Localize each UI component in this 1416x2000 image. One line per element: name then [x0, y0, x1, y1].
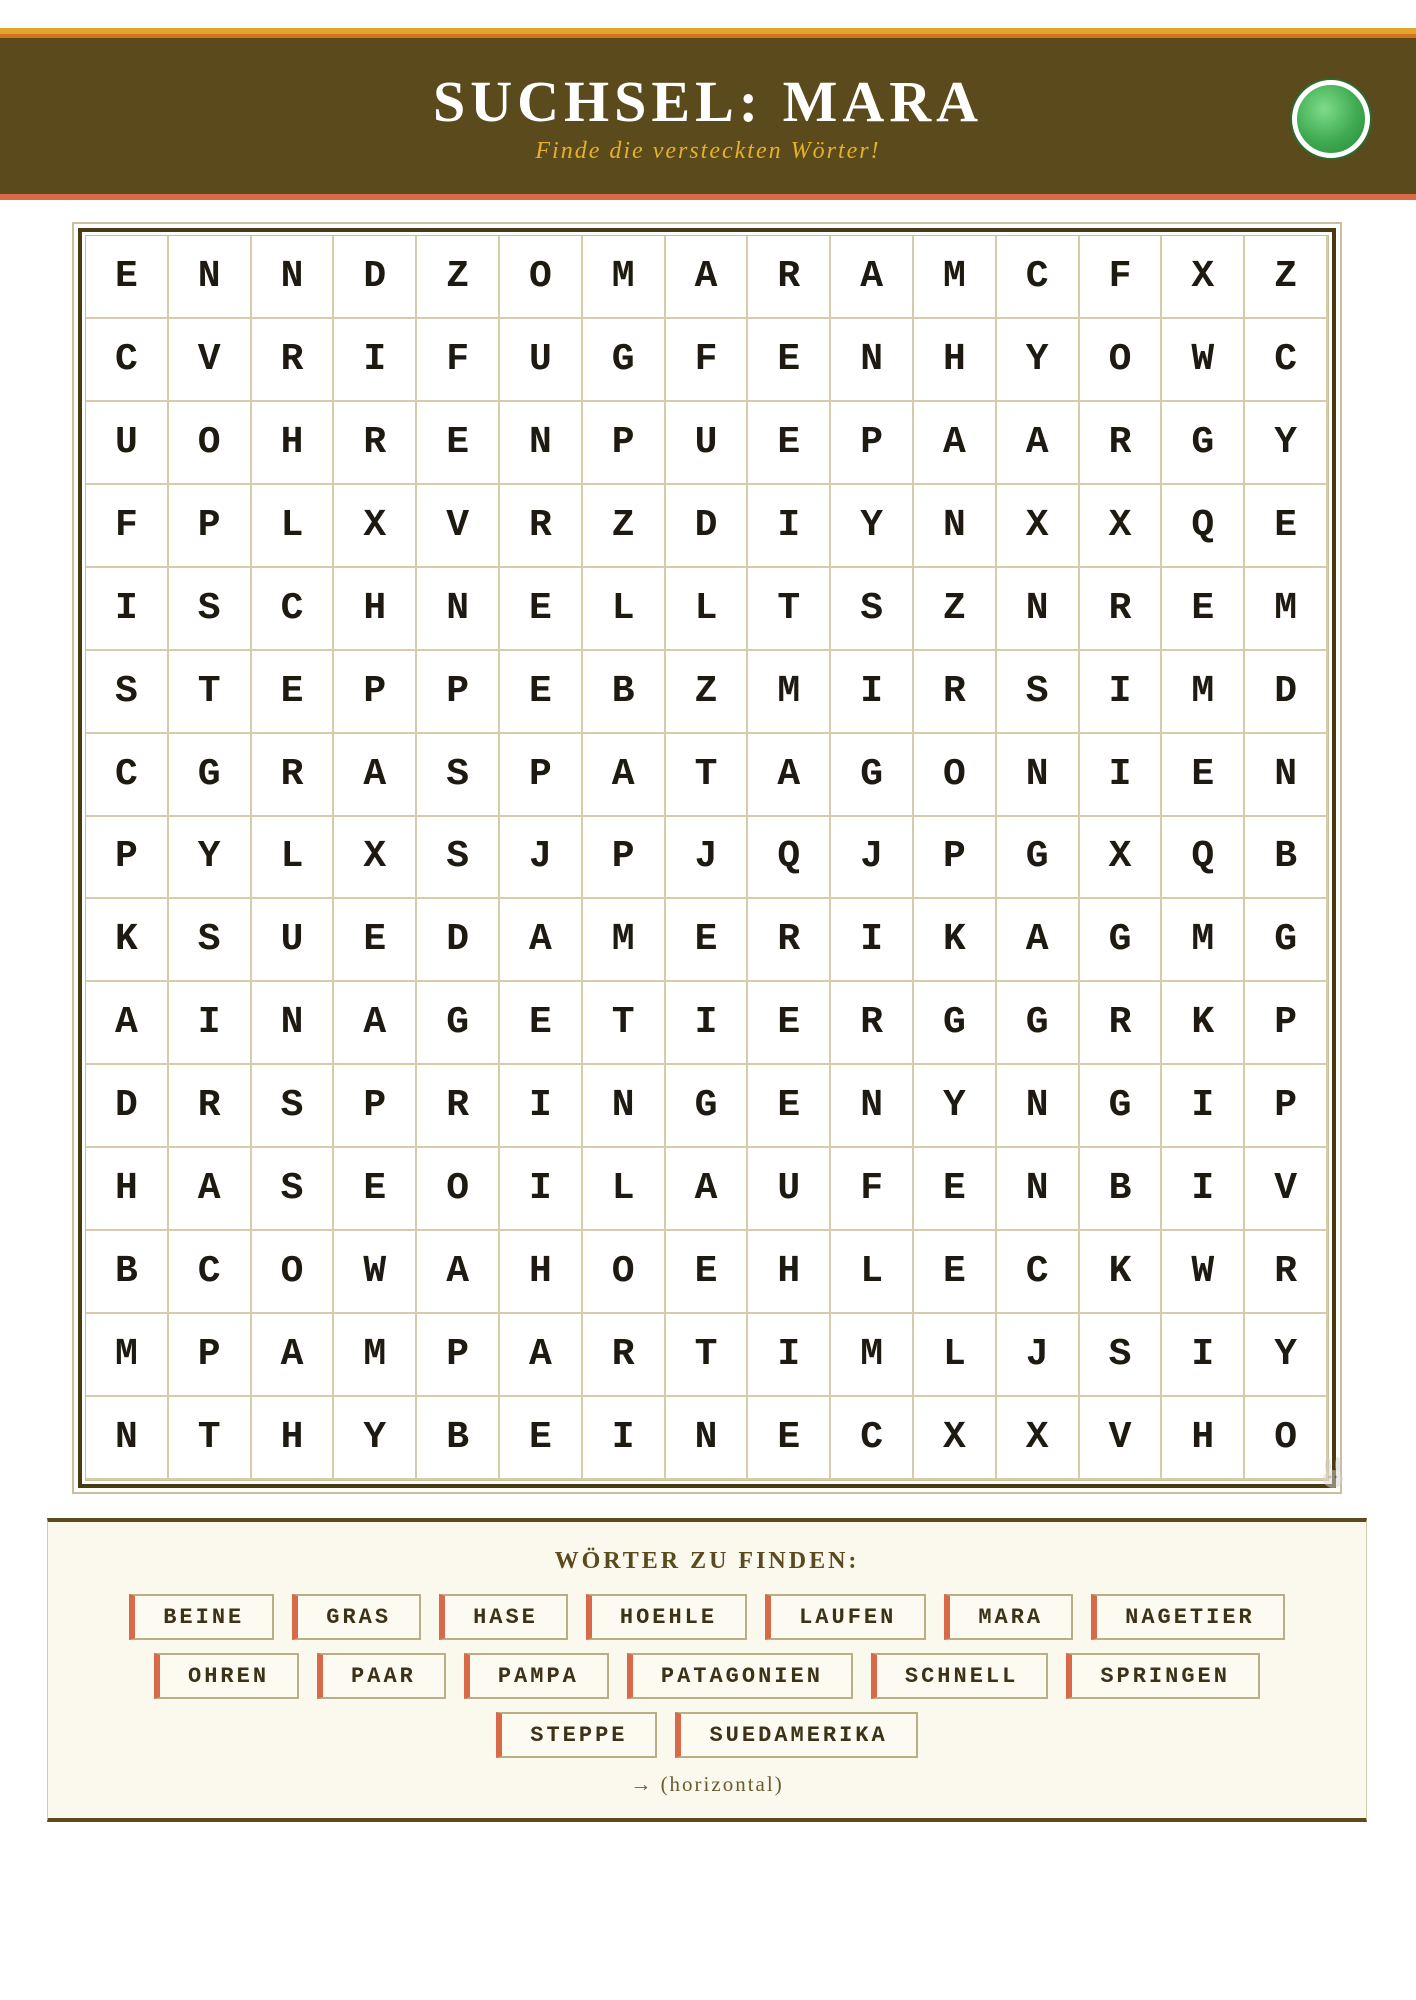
grid-cell[interactable]: S — [86, 651, 169, 734]
grid-cell[interactable]: H — [1162, 1397, 1245, 1480]
grid-cell[interactable]: N — [666, 1397, 749, 1480]
grid-cell[interactable]: L — [914, 1314, 997, 1397]
grid-cell[interactable]: I — [86, 568, 169, 651]
grid-cell[interactable]: N — [86, 1397, 169, 1480]
grid-cell[interactable]: P — [1245, 982, 1328, 1065]
grid-cell[interactable]: I — [748, 1314, 831, 1397]
grid-cell[interactable]: F — [86, 485, 169, 568]
grid-cell[interactable]: E — [252, 651, 335, 734]
grid-cell[interactable]: I — [666, 982, 749, 1065]
grid-cell[interactable]: J — [500, 817, 583, 900]
grid-cell[interactable]: L — [583, 1148, 666, 1231]
grid-cell[interactable]: M — [1245, 568, 1328, 651]
grid-cell[interactable]: M — [583, 899, 666, 982]
grid-cell[interactable]: B — [86, 1231, 169, 1314]
grid-cell[interactable]: Y — [169, 817, 252, 900]
grid-cell[interactable]: H — [748, 1231, 831, 1314]
grid-cell[interactable]: R — [417, 1065, 500, 1148]
word-chip: PATAGONIEN — [627, 1653, 853, 1699]
direction-hint: → (horizontal) — [630, 1772, 784, 1796]
grid-cell[interactable]: I — [169, 982, 252, 1065]
grid-cell[interactable]: A — [86, 982, 169, 1065]
grid-cell[interactable]: G — [914, 982, 997, 1065]
word-chip: SCHNELL — [871, 1653, 1048, 1699]
grid-cell[interactable]: C — [831, 1397, 914, 1480]
grid-cell[interactable]: T — [748, 568, 831, 651]
grid-cell[interactable]: X — [1080, 817, 1163, 900]
grid-cell[interactable]: R — [252, 319, 335, 402]
grid-cell[interactable]: O — [914, 734, 997, 817]
grid-cell[interactable]: G — [997, 817, 1080, 900]
grid-cell[interactable]: A — [914, 402, 997, 485]
grid-cell[interactable]: T — [666, 734, 749, 817]
grid-cell[interactable]: C — [252, 568, 335, 651]
grid-cell[interactable]: I — [1080, 651, 1163, 734]
word-chip: SUEDAMERIKA — [675, 1712, 917, 1758]
grid-cell[interactable]: A — [500, 899, 583, 982]
grid-cell[interactable]: J — [831, 817, 914, 900]
grid-cell[interactable]: R — [500, 485, 583, 568]
grid-cell[interactable]: E — [1245, 485, 1328, 568]
grid-cell[interactable]: I — [500, 1065, 583, 1148]
grid-cell[interactable]: I — [1162, 1065, 1245, 1148]
grid-cell[interactable]: S — [997, 651, 1080, 734]
grid-cell[interactable]: A — [417, 1231, 500, 1314]
grid-cell[interactable]: X — [1162, 236, 1245, 319]
grid-cell[interactable]: Z — [666, 651, 749, 734]
grid-cell[interactable]: Z — [417, 236, 500, 319]
grid-cell[interactable]: X — [914, 1397, 997, 1480]
page-subtitle: Finde die versteckten Wörter! — [535, 138, 881, 164]
word-chip-row — [48, 1712, 1366, 1758]
grid-cell[interactable]: U — [666, 402, 749, 485]
grid-cell[interactable]: O — [1080, 319, 1163, 402]
grid-cell[interactable]: V — [1080, 1397, 1163, 1480]
grid-cell[interactable]: G — [1080, 1065, 1163, 1148]
grid-cell[interactable]: E — [334, 899, 417, 982]
grid-cell[interactable]: B — [417, 1397, 500, 1480]
letter-grid — [85, 235, 1329, 1481]
grid-cell[interactable]: E — [86, 236, 169, 319]
grid-cell[interactable]: C — [169, 1231, 252, 1314]
grid-cell[interactable]: O — [1245, 1397, 1328, 1480]
grid-cell[interactable]: H — [500, 1231, 583, 1314]
grid-cell[interactable]: A — [666, 1148, 749, 1231]
grid-cell[interactable]: S — [169, 899, 252, 982]
grid-cell[interactable]: N — [831, 1065, 914, 1148]
grid-cell[interactable]: M — [86, 1314, 169, 1397]
grid-cell[interactable]: M — [1162, 899, 1245, 982]
grid-cell[interactable]: M — [748, 651, 831, 734]
grid-cell[interactable]: G — [1245, 899, 1328, 982]
grid-cell[interactable]: M — [1162, 651, 1245, 734]
grid-cell[interactable]: R — [1080, 568, 1163, 651]
grid-cell[interactable]: G — [1080, 899, 1163, 982]
grid-cell[interactable]: W — [334, 1231, 417, 1314]
grid-cell[interactable]: D — [86, 1065, 169, 1148]
grid-cell[interactable]: Y — [334, 1397, 417, 1480]
grid-cell[interactable]: N — [997, 568, 1080, 651]
grid-cell[interactable]: G — [831, 734, 914, 817]
grid-cell[interactable]: F — [666, 319, 749, 402]
grid-cell[interactable]: C — [86, 734, 169, 817]
grid-cell[interactable]: O — [583, 1231, 666, 1314]
grid-cell[interactable]: H — [334, 568, 417, 651]
grid-cell[interactable]: I — [583, 1397, 666, 1480]
grid-cell[interactable]: J — [666, 817, 749, 900]
grid-cell[interactable]: Q — [748, 817, 831, 900]
grid-cell[interactable]: E — [748, 1065, 831, 1148]
grid-cell[interactable]: H — [252, 402, 335, 485]
grid-cell[interactable]: A — [748, 734, 831, 817]
grid-cell[interactable]: R — [914, 651, 997, 734]
grid-cell[interactable]: S — [417, 734, 500, 817]
grid-cell[interactable]: B — [583, 651, 666, 734]
word-chip: HASE — [439, 1594, 568, 1640]
grid-cell[interactable]: R — [583, 1314, 666, 1397]
grid-cell[interactable]: E — [748, 982, 831, 1065]
grid-cell[interactable]: A — [666, 236, 749, 319]
grid-cell[interactable]: O — [417, 1148, 500, 1231]
grid-cell[interactable]: P — [334, 651, 417, 734]
grid-cell[interactable]: S — [831, 568, 914, 651]
grid-cell[interactable]: H — [86, 1148, 169, 1231]
grid-cell[interactable]: J — [997, 1314, 1080, 1397]
grid-cell[interactable]: G — [997, 982, 1080, 1065]
word-chip: MARA — [944, 1594, 1073, 1640]
grid-cell[interactable]: N — [831, 319, 914, 402]
grid-cell[interactable]: A — [334, 982, 417, 1065]
word-chip: LAUFEN — [765, 1594, 926, 1640]
grid-cell[interactable]: A — [831, 236, 914, 319]
grid-cell[interactable]: R — [748, 236, 831, 319]
word-chip: OHREN — [154, 1653, 299, 1699]
grid-cell[interactable]: T — [666, 1314, 749, 1397]
grid-cell[interactable]: R — [334, 402, 417, 485]
header-banner — [0, 34, 1416, 200]
grid-cell[interactable]: N — [252, 236, 335, 319]
grid-cell[interactable]: U — [748, 1148, 831, 1231]
grid-cell[interactable]: K — [86, 899, 169, 982]
grid-cell[interactable]: R — [748, 899, 831, 982]
word-chip: STEPPE — [496, 1712, 657, 1758]
grid-cell[interactable]: A — [334, 734, 417, 817]
grid-cell[interactable]: A — [583, 734, 666, 817]
grid-cell[interactable]: A — [997, 899, 1080, 982]
grid-cell[interactable]: B — [1080, 1148, 1163, 1231]
grid-cell[interactable]: N — [500, 402, 583, 485]
puzzle-grid-border — [78, 228, 1336, 1488]
bunny-icon — [1316, 1456, 1350, 1490]
grid-cell[interactable]: P — [583, 402, 666, 485]
grid-cell[interactable]: E — [500, 982, 583, 1065]
grid-cell[interactable]: U — [252, 899, 335, 982]
word-chip-row — [48, 1653, 1366, 1699]
grid-cell[interactable]: P — [86, 817, 169, 900]
grid-cell[interactable]: N — [417, 568, 500, 651]
word-chip: GRAS — [292, 1594, 421, 1640]
grid-cell[interactable]: O — [500, 236, 583, 319]
grid-cell[interactable]: E — [334, 1148, 417, 1231]
grid-cell[interactable]: R — [169, 1065, 252, 1148]
grid-cell[interactable]: G — [1162, 402, 1245, 485]
grid-cell[interactable]: I — [334, 319, 417, 402]
grid-cell[interactable]: X — [997, 485, 1080, 568]
grid-cell[interactable]: P — [334, 1065, 417, 1148]
puzzle-grid-frame — [72, 222, 1342, 1494]
grid-cell[interactable]: M — [334, 1314, 417, 1397]
grid-cell[interactable]: F — [1080, 236, 1163, 319]
grid-cell[interactable]: R — [1080, 402, 1163, 485]
green-circle-icon[interactable] — [1292, 80, 1370, 158]
grid-cell[interactable]: K — [1162, 982, 1245, 1065]
grid-cell[interactable]: I — [1080, 734, 1163, 817]
grid-cell[interactable]: Q — [1162, 817, 1245, 900]
grid-cell[interactable]: E — [500, 651, 583, 734]
grid-cell[interactable]: E — [500, 568, 583, 651]
grid-cell[interactable]: N — [169, 236, 252, 319]
grid-cell[interactable]: X — [334, 485, 417, 568]
grid-cell[interactable]: E — [914, 1148, 997, 1231]
word-list-panel — [47, 1518, 1367, 1822]
grid-cell[interactable]: E — [748, 402, 831, 485]
grid-cell[interactable]: P — [417, 1314, 500, 1397]
grid-cell[interactable]: P — [500, 734, 583, 817]
word-chip: PAMPA — [464, 1653, 609, 1699]
grid-cell[interactable]: L — [252, 485, 335, 568]
grid-cell[interactable]: C — [86, 319, 169, 402]
grid-cell[interactable]: X — [1080, 485, 1163, 568]
grid-cell[interactable]: Z — [1245, 236, 1328, 319]
grid-cell[interactable]: Q — [1162, 485, 1245, 568]
grid-cell[interactable]: L — [666, 568, 749, 651]
grid-cell[interactable]: E — [417, 402, 500, 485]
word-chip-row — [48, 1594, 1366, 1640]
grid-cell[interactable]: G — [666, 1065, 749, 1148]
grid-cell[interactable]: P — [914, 817, 997, 900]
grid-cell[interactable]: I — [748, 485, 831, 568]
grid-cell[interactable]: K — [1080, 1231, 1163, 1314]
grid-cell[interactable]: P — [417, 651, 500, 734]
grid-cell[interactable]: K — [914, 899, 997, 982]
grid-cell[interactable]: E — [748, 1397, 831, 1480]
grid-cell[interactable]: E — [914, 1231, 997, 1314]
grid-cell[interactable]: S — [169, 568, 252, 651]
grid-cell[interactable]: E — [500, 1397, 583, 1480]
grid-cell[interactable]: I — [831, 651, 914, 734]
grid-cell[interactable]: N — [583, 1065, 666, 1148]
grid-cell[interactable]: N — [997, 734, 1080, 817]
grid-cell[interactable]: G — [583, 319, 666, 402]
grid-cell[interactable]: G — [417, 982, 500, 1065]
word-chip: NAGETIER — [1091, 1594, 1285, 1640]
grid-cell[interactable]: D — [666, 485, 749, 568]
grid-cell[interactable]: I — [831, 899, 914, 982]
grid-cell[interactable]: E — [1162, 734, 1245, 817]
grid-cell[interactable]: C — [997, 1231, 1080, 1314]
grid-cell[interactable]: U — [500, 319, 583, 402]
grid-cell[interactable]: P — [831, 402, 914, 485]
grid-cell[interactable]: P — [169, 485, 252, 568]
word-chip: BEINE — [129, 1594, 274, 1640]
grid-cell[interactable]: V — [1245, 1148, 1328, 1231]
grid-cell[interactable]: O — [169, 402, 252, 485]
grid-cell[interactable]: S — [252, 1065, 335, 1148]
grid-cell[interactable]: L — [252, 817, 335, 900]
page-title: SUCHSEL: MARA — [433, 69, 983, 134]
grid-cell[interactable]: D — [417, 899, 500, 982]
grid-cell[interactable]: M — [831, 1314, 914, 1397]
grid-cell[interactable]: N — [997, 1148, 1080, 1231]
grid-cell[interactable]: N — [997, 1065, 1080, 1148]
grid-cell[interactable]: V — [169, 319, 252, 402]
word-chip: PAAR — [317, 1653, 446, 1699]
grid-cell[interactable]: E — [1162, 568, 1245, 651]
grid-cell[interactable]: I — [500, 1148, 583, 1231]
grid-cell[interactable]: R — [252, 734, 335, 817]
grid-cell[interactable]: T — [583, 982, 666, 1065]
grid-cell[interactable]: T — [169, 1397, 252, 1480]
grid-cell[interactable]: A — [500, 1314, 583, 1397]
word-chip: SPRINGEN — [1066, 1653, 1260, 1699]
grid-cell[interactable]: A — [169, 1148, 252, 1231]
grid-cell[interactable]: A — [997, 402, 1080, 485]
grid-cell[interactable]: V — [417, 485, 500, 568]
word-list-heading: WÖRTER ZU FINDEN: — [554, 1548, 860, 1574]
grid-cell[interactable]: X — [334, 817, 417, 900]
grid-cell[interactable]: P — [169, 1314, 252, 1397]
grid-cell[interactable]: R — [831, 982, 914, 1065]
grid-cell[interactable]: E — [748, 319, 831, 402]
grid-cell[interactable]: Y — [1245, 1314, 1328, 1397]
grid-cell[interactable]: H — [914, 319, 997, 402]
grid-cell[interactable]: N — [914, 485, 997, 568]
grid-cell[interactable]: U — [86, 402, 169, 485]
word-chip: HOEHLE — [586, 1594, 747, 1640]
grid-cell[interactable]: O — [252, 1231, 335, 1314]
grid-cell[interactable]: T — [169, 651, 252, 734]
grid-cell[interactable]: N — [1245, 734, 1328, 817]
grid-cell[interactable]: S — [1080, 1314, 1163, 1397]
grid-cell[interactable]: F — [831, 1148, 914, 1231]
grid-cell[interactable]: L — [583, 568, 666, 651]
grid-cell[interactable]: E — [666, 1231, 749, 1314]
grid-cell[interactable]: R — [1245, 1231, 1328, 1314]
grid-cell[interactable]: S — [417, 817, 500, 900]
grid-cell[interactable]: C — [997, 236, 1080, 319]
grid-cell[interactable]: D — [334, 236, 417, 319]
grid-cell[interactable]: X — [997, 1397, 1080, 1480]
grid-cell[interactable]: D — [1245, 651, 1328, 734]
grid-cell[interactable]: Y — [1245, 402, 1328, 485]
grid-cell[interactable]: H — [252, 1397, 335, 1480]
grid-cell[interactable]: W — [1162, 319, 1245, 402]
grid-cell[interactable]: E — [666, 899, 749, 982]
grid-cell[interactable]: Y — [914, 1065, 997, 1148]
grid-cell[interactable]: W — [1162, 1231, 1245, 1314]
grid-cell[interactable]: M — [914, 236, 997, 319]
grid-cell[interactable]: S — [252, 1148, 335, 1231]
grid-cell[interactable]: I — [1162, 1314, 1245, 1397]
grid-cell[interactable]: C — [1245, 319, 1328, 402]
grid-cell[interactable]: A — [252, 1314, 335, 1397]
grid-cell[interactable]: P — [1245, 1065, 1328, 1148]
grid-cell[interactable]: Y — [831, 485, 914, 568]
grid-cell[interactable]: F — [417, 319, 500, 402]
grid-cell[interactable]: Z — [914, 568, 997, 651]
grid-cell[interactable]: N — [252, 982, 335, 1065]
grid-cell[interactable]: G — [169, 734, 252, 817]
grid-cell[interactable]: M — [583, 236, 666, 319]
grid-cell[interactable]: L — [831, 1231, 914, 1314]
grid-cell[interactable]: Z — [583, 485, 666, 568]
grid-cell[interactable]: I — [1162, 1148, 1245, 1231]
grid-cell[interactable]: Y — [997, 319, 1080, 402]
grid-cell[interactable]: P — [583, 817, 666, 900]
grid-cell[interactable]: R — [1080, 982, 1163, 1065]
grid-cell[interactable]: B — [1245, 817, 1328, 900]
